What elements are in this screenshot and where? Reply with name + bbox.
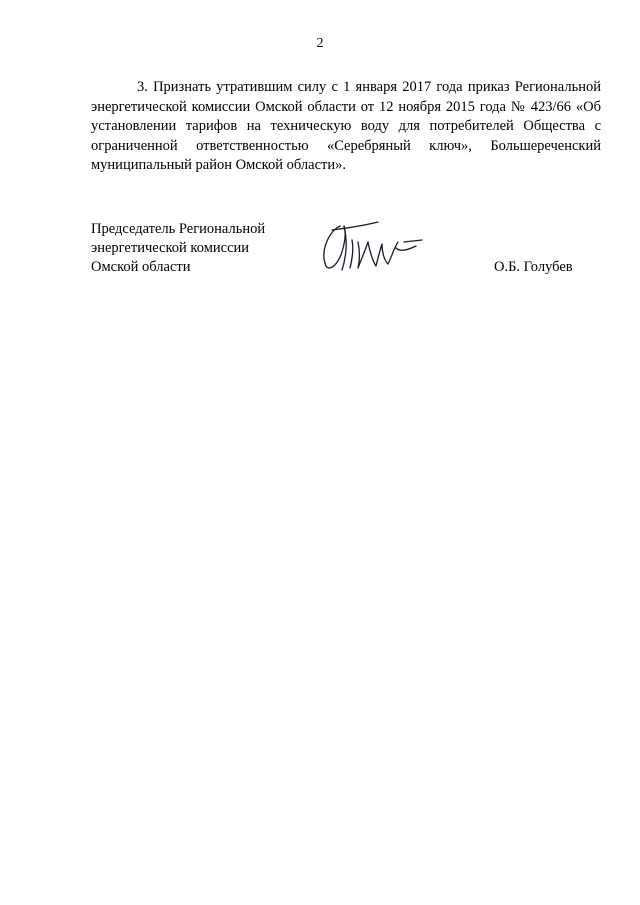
page-number: 2 (316, 36, 324, 51)
signer-title-line-1: Председатель Региональной (91, 221, 266, 237)
paragraph-item-3: 3. Признать утратившим силу с 1 января 2017 года приказ Региональной энергетической комиссии Омской области от 12 ноября 2015 года № 423/66 «Об установлении тарифов на техническую воду для потребителей Общества с ограниченной ответственностью «Серебряный ключ», Большереченский муниципальный район Омской области». (91, 79, 601, 173)
signer-title-line-3: Омской области (91, 259, 191, 275)
signer-title-line-2: энергетической комиссии (91, 240, 250, 256)
signature-icon (318, 212, 430, 274)
signer-name: О.Б. Голубев (494, 259, 573, 275)
signer-title (91, 220, 311, 277)
